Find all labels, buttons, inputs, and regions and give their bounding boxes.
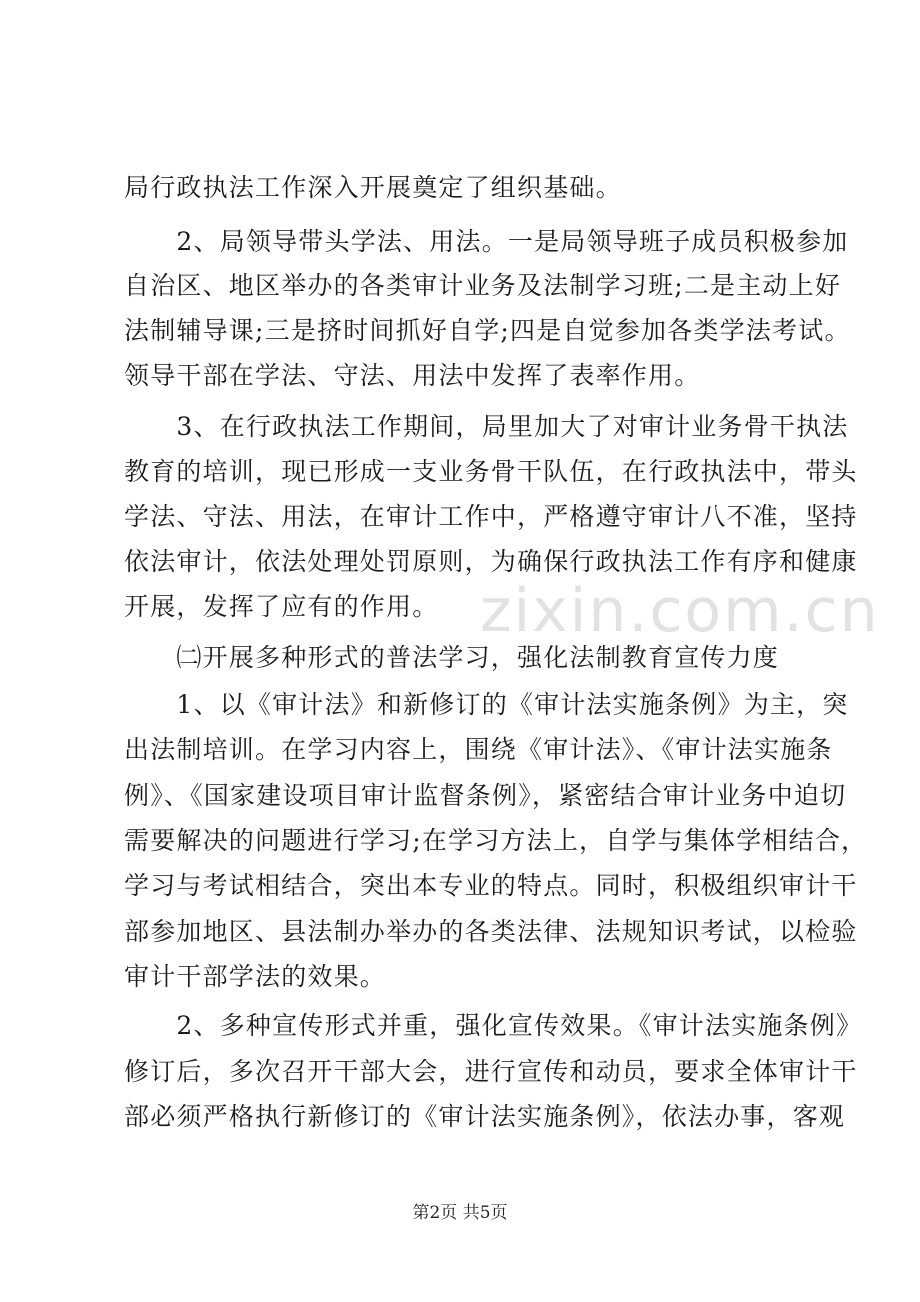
text-line: 学习与考试相结合，突出本专业的特点。同时，积极组织审计干 <box>124 871 858 900</box>
text-line: 2、多种宣传形式并重，强化宣传效果。《审计法实施条例》 <box>124 1011 863 1040</box>
text-line: 需要解决的问题进行学习;在学习方法上，自学与集体学相结合， <box>124 826 868 855</box>
text-line: 开展，发挥了应有的作用。 <box>124 592 439 621</box>
text-line: 审计干部学法的效果。 <box>124 962 387 991</box>
section-heading: ㈡开展多种形式的普法学习，强化法制教育宣传力度 <box>124 643 780 672</box>
page-number-footer: 第2页 共5页 <box>412 1203 508 1223</box>
text-line: 教育的培训，现已形成一支业务骨干队伍，在行政执法中，带头 <box>124 457 858 486</box>
text-line: 领导干部在学法、守法、用法中发挥了表率作用。 <box>124 361 701 390</box>
text-line: 例》、《国家建设项目审计监督条例》，紧密结合审计业务中迫切 <box>124 781 847 810</box>
watermark: zixin.com.cn <box>480 576 880 646</box>
text-line: 2、局领导带头学法、用法。一是局领导班子成员积极参加 <box>124 227 849 256</box>
text-line: 学法、守法、用法，在审计工作中，严格遵守审计八不准，坚持 <box>124 502 858 531</box>
text-line: 1、以《审计法》和新修订的《审计法实施条例》为主，突 <box>124 690 849 719</box>
text-line: 法制辅导课;三是挤时间抓好自学;四是自觉参加各类学法考试。 <box>124 316 851 345</box>
text-line: 部参加地区、县法制办举办的各类法律、法规知识考试，以检验 <box>124 917 858 946</box>
text-line: 出法制培训。在学习内容上，围绕《审计法》、《审计法实施条 <box>124 735 833 764</box>
text-line: 局行政执法工作深入开展奠定了组织基础。 <box>124 173 622 202</box>
text-line: 部必须严格执行新修订的《审计法实施条例》，依法办事，客观 <box>124 1102 846 1131</box>
text-line: 修订后，多次召开干部大会，进行宣传和动员，要求全体审计干 <box>124 1057 858 1086</box>
text-line: 自治区、地区举办的各类审计业务及法制学习班;二是主动上好 <box>124 271 842 300</box>
text-line: 3、在行政执法工作期间，局里加大了对审计业务骨干执法 <box>124 412 849 441</box>
text-line: 依法审计，依法处理处罚原则，为确保行政执法工作有序和健康 <box>124 547 858 576</box>
